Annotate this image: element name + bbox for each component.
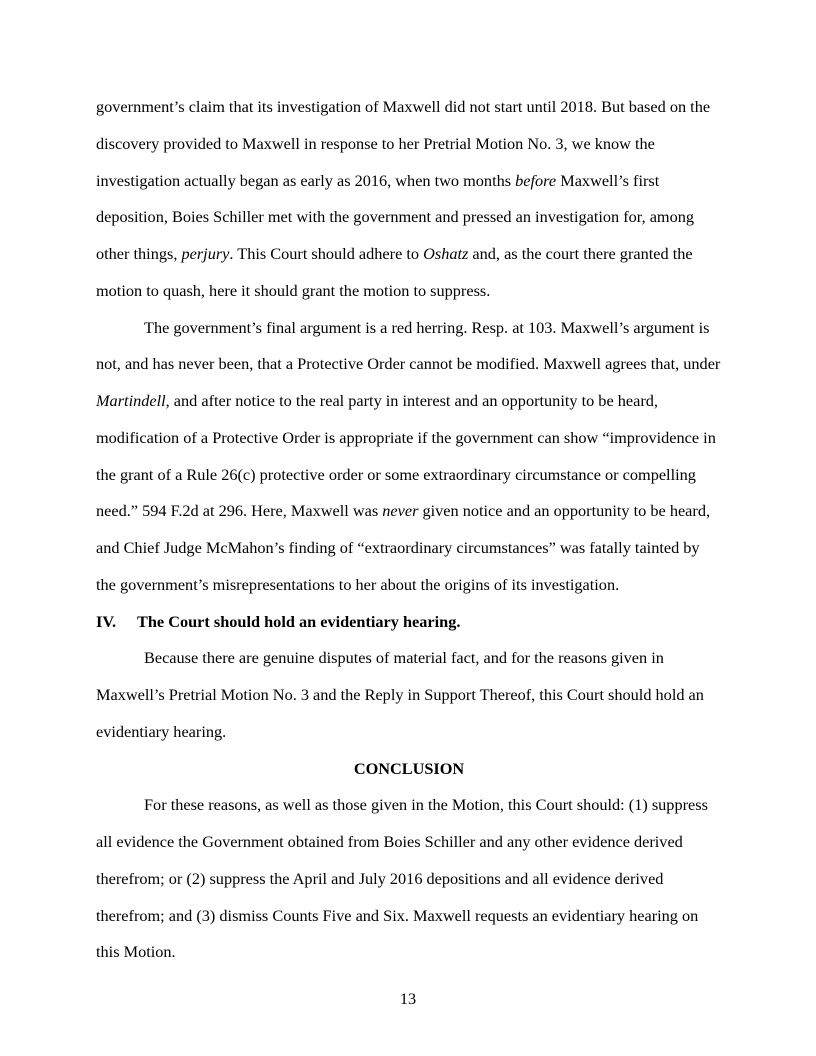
- paragraph: [96, 89, 722, 310]
- italic-run: perjury: [181, 244, 230, 263]
- italic-run: never: [382, 501, 419, 521]
- text-run: government’s claim that its investigation of Maxwell did not start until 2018. But based on the discovery provided to Maxwell in response to her Pretrial Motion No. 3, we know the investigation actually began as early as 2016, when two months: [96, 97, 711, 190]
- paragraph: [96, 310, 722, 604]
- section-title: The Court should hold an evidentiary hearing.: [137, 611, 461, 631]
- section-heading: [96, 604, 722, 641]
- conclusion-heading: CONCLUSION: [353, 758, 465, 778]
- italic-run: Oshatz: [423, 244, 469, 263]
- text-run: The government’s final argument is a red herring. Resp. at 103. Maxwell’s argument is not, and has never been, that a Protective Order cannot be modified. Maxwell agrees that, under: [96, 317, 721, 374]
- section-number: IV.: [96, 611, 117, 631]
- italic-run: before: [515, 170, 557, 190]
- text-run: For these reasons, as well as those given in the Motion, this Court should: (1) suppress all evidence the Government obtained from Boies Schiller and any other evidence derived therefrom; or (2) suppress the April and July 2016 depositions and all evidence derived therefrom; and (3) dismiss Counts Five and Six. Maxwell requests an evidentiary hearing on this Motion.: [96, 795, 708, 962]
- document-body: [96, 89, 722, 971]
- text-run: Because there are genuine disputes of material fact, and for the reasons given in Maxwell’s Pretrial Motion No. 3 and the Reply in Support Thereof, this Court should hold an evidentiary hearing.: [96, 648, 704, 741]
- paragraph: [96, 640, 722, 750]
- paragraph: [96, 787, 722, 971]
- page-number: 13: [399, 989, 417, 1008]
- italic-run: Martindell: [96, 391, 166, 410]
- text-run: and, as the court there granted the motion to quash, here it should grant the motion to suppress.: [96, 244, 693, 300]
- text-run: given notice and an opportunity to be heard, and Chief Judge McMahon’s finding of “extraordinary circumstances” was fatally tainted by the government’s misrepresentations to her about the origins of its investigation.: [96, 501, 711, 594]
- text-run: , and after notice to the real party in interest and an opportunity to be heard, modification of a Protective Order is appropriate if the government can show “improvidence in the grant of a Rule 26(c) protective order or some extraordinary circumstance or compelling need.” 594 F.2d at 296. Here, Maxwell was: [96, 391, 716, 521]
- text-run: Maxwell’s first deposition, Boies Schiller met with the government and pressed an investigation for, among other things,: [96, 170, 695, 263]
- text-run: . This Court should adhere to: [229, 244, 424, 263]
